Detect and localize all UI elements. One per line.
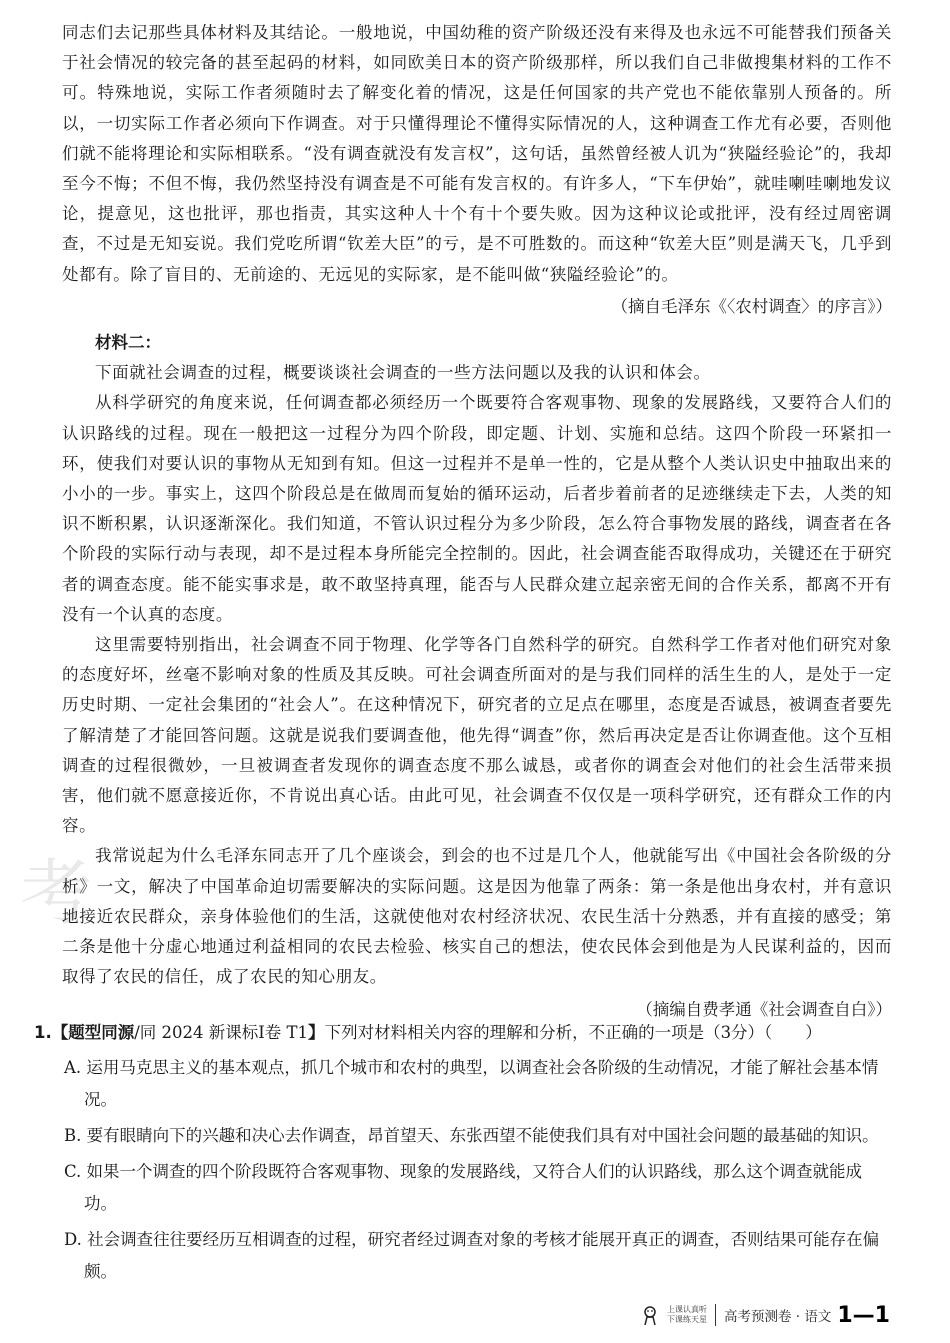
material1-paragraph: 同志们去记那些具体材料及其结论。一般地说，中国幼稚的资产阶级还没有来得及也永远不可能替我们预备关于社会情况的较完备的甚至起码的材料，如同欧美日本的资产阶级那样，所以我们自己非做搜集材料的工作不可。特殊地说，实际工作者须随时去了解变化着的情况，这是任何国家的共产党也不能依靠别人预备的。所以，一切实际工作者必须向下作调查。对于只懂得理论不懂得实际情况的人，这种调查工作尤有必要，否则他们就不能将理论和实际相联系。“没有调查就没有发言权”，这句话，虽然曾经被人讥为“狭隘经验论”的，我却至今不悔；不但不悔，我仍然坚持没有调查是不可能有发言权的。有许多人，“下车伊始”，就哇喇哇喇地发议论，提意见，这也批评，那也指责，其实这种人十个有十个要失败。因为这种议论或批评，没有经过周密调查，不过是无知妄说。我们党吃所谓“钦差大臣”的亏，是不可胜数的。而这种“钦差大臣”则是满天飞，几乎到处都有。除了盲目的、无前途的、无远见的实际家，是不能叫做“狭隘经验论”的。 bbox=[62, 23, 892, 284]
page-footer bbox=[639, 1300, 890, 1330]
option-a: A. 运用马克思主义的基本观点，抓几个城市和农村的典型，以调查社会各阶级的生动情况，才能了解社会基本情况。 bbox=[64, 1058, 879, 1109]
option-b: B. 要有眼睛向下的兴趣和决心去作调查，昂首望天、东张西望不能使我们具有对中国社会问题的最基础的知识。 bbox=[64, 1126, 879, 1145]
material2-paragraph: 下面就社会调查的过程，概要谈谈社会调查的一些方法问题以及我的认识和体会。 bbox=[95, 363, 711, 383]
page-number: 1—1 bbox=[837, 1302, 890, 1328]
material1-source: （摘自毛泽东《〈农村调查〉的序言》） bbox=[611, 296, 892, 316]
question-stem bbox=[34, 1018, 894, 1048]
option-c: C. 如果一个调查的四个阶段既符合客观事物、现象的发展路线，又符合人们的认识路线，那么这个调查就能成功。 bbox=[64, 1162, 863, 1213]
question-stem-text: 下列对材料相关内容的理解和分析，不正确的一项是（3分）（ ） bbox=[324, 1023, 822, 1042]
material2-paragraph: 我常说起为什么毛泽东同志开了几个座谈会，到会的也不过是几个人，他就能写出《中国社会各阶级的分析》一文，解决了中国革命迫切需要解决的实际问题。这是因为他靠了两条：第一条是他出身农村，并有意识地接近农民群众，亲身体验他们的生活，这就使他对农村经济状况、农民生活十分熟悉，并有直接的感受；第二条是他十分虚心地通过利益相同的农民去检验、核实自己的想法，使农民体会到他是为人民谋利益的，因而取得了农民的信任，成了农民的知心朋友。 bbox=[62, 846, 892, 987]
footer-divider bbox=[715, 1304, 716, 1326]
article-body bbox=[62, 18, 892, 1029]
question-tag-close: 】 bbox=[308, 1023, 325, 1042]
option-d: D. 社会调查往往要经历互相调查的过程，研究者经过调查对象的考核才能展开真正的调查，否则结果可能存在偏颇。 bbox=[64, 1230, 880, 1281]
material2-heading: 材料二： bbox=[95, 333, 161, 353]
mascot-logo-icon bbox=[639, 1304, 661, 1326]
question-tag: 【题型同源 bbox=[51, 1023, 135, 1042]
footer-slogan: 上课认真听 下课练天星 bbox=[667, 1305, 707, 1324]
question-number: 1. bbox=[34, 1023, 52, 1042]
question-tag-ref: /同 2024 新课标Ⅰ卷 T1 bbox=[134, 1023, 309, 1042]
question-1 bbox=[34, 1018, 894, 1288]
material2-source: （摘编自费孝通《社会调查自白》） bbox=[636, 999, 892, 1019]
svg-text:考: 考 bbox=[20, 851, 93, 935]
material2-paragraph: 这里需要特别指出，社会调查不同于物理、化学等各门自然科学的研究。自然科学工作者对他们研究对象的态度好坏，丝毫不影响对象的性质及其反映。可社会调查所面对的是与我们同样的活生生的人，是处于一定历史时期、一定社会集团的“社会人”。在这种情况下，研究者的立足点在哪里，态度是否诚恳，被调查者要先了解清楚了才能回答问题。这就是说我们要调查他，他先得“调查”你，然后再决定是否让你调查他。这个互相调查的过程很微妙，一旦被调查者发现你的调查态度不那么诚恳，或者你的调查会对他们的社会生活带来损害，他们就不愿意接近你，不肯说出真心话。由此可见，社会调查不仅仅是一项科学研究，还有群众工作的内容。 bbox=[62, 635, 892, 836]
material2-paragraph: 从科学研究的角度来说，任何调查都必须经历一个既要符合客观事物、现象的发展路线，又要符合人们的认识路线的过程。现在一般把这一过程分为四个阶段，即定题、计划、实施和总结。这四个阶段一环紧扣一环，使我们对要认识的事物从无知到有知。但这一过程并不是单一性的，它是从整个人类认识史中抽取出来的小小的一步。事实上，这四个阶段总是在做周而复始的循环运动，后者步着前者的足迹继续走下去，人类的知识不断积累，认识逐渐深化。我们知道，不管认识过程分为多少阶段，怎么符合事物发展的路线，调查者在各个阶段的实际行动与表现，却不是过程本身所能完全控制的。因此，社会调查能否取得成功，关键还在于研究者的调查态度。能不能实事求是，敢不敢坚持真理，能否与人民群众建立起亲密无间的合作关系，都离不开有没有一个认真的态度。 bbox=[62, 393, 892, 624]
footer-label: 高考预测卷 · 语文 bbox=[724, 1309, 832, 1325]
